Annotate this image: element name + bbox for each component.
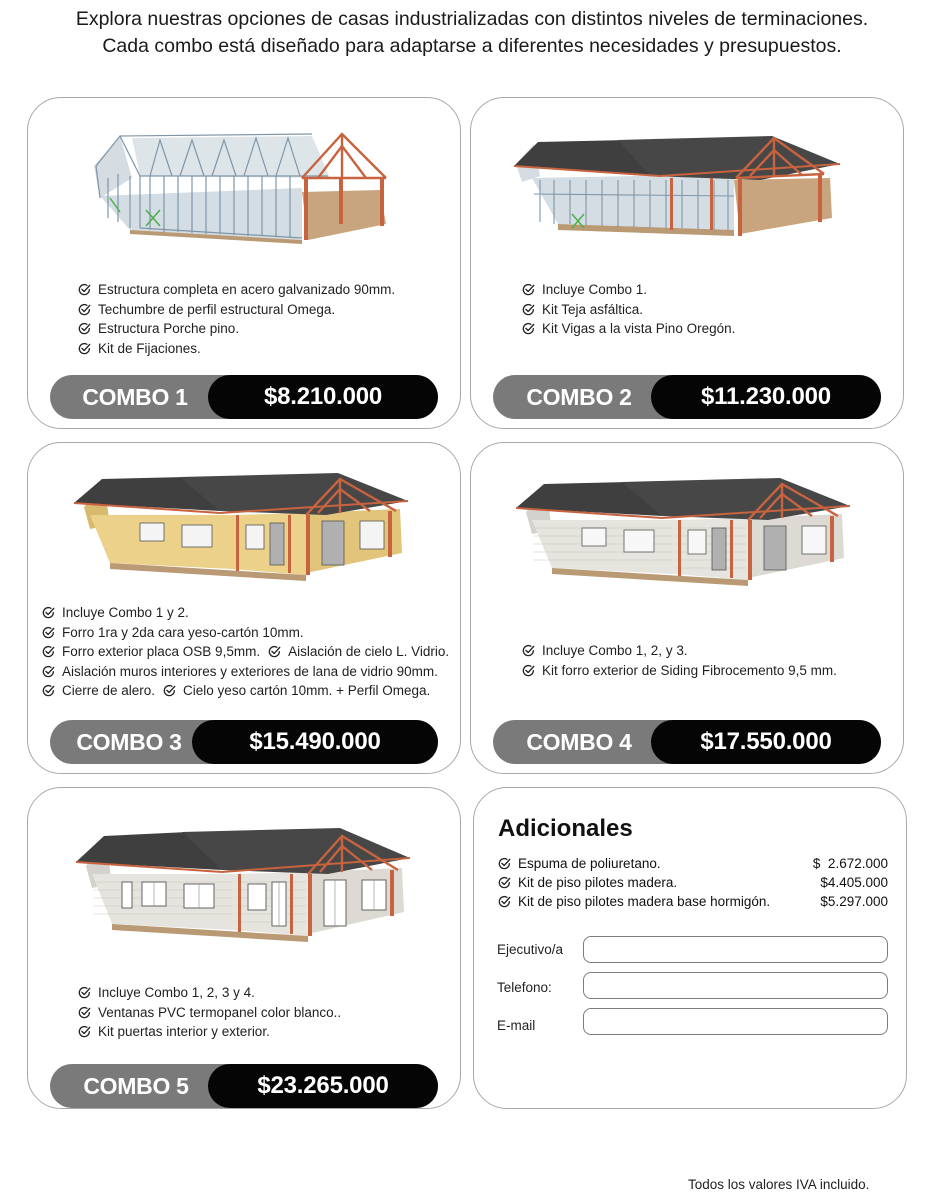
combo-2-house-image	[510, 120, 860, 260]
executive-label: Ejecutivo/a	[497, 942, 564, 957]
adicional-name: Kit de piso pilotes madera.	[518, 875, 678, 890]
combo-5-price: $23.265.000	[208, 1064, 438, 1108]
phone-label: Telefono:	[497, 980, 552, 995]
feature-item: Techumbre de perfil estructural Omega.	[78, 300, 395, 320]
adicional-item	[498, 892, 888, 911]
combo-3-label: COMBO 3	[76, 729, 182, 755]
combo-5-label: COMBO 5	[83, 1073, 189, 1099]
combo-5-price-bar	[50, 1064, 438, 1108]
feature-item: Kit Vigas a la vista Pino Oregón.	[522, 319, 735, 339]
combo-4-price-bar	[493, 720, 881, 764]
adicionales-list	[498, 854, 888, 911]
adicional-name: Espuma de poliuretano.	[518, 856, 661, 871]
phone-field[interactable]	[583, 972, 888, 999]
check-circle-icon	[42, 665, 55, 678]
check-circle-icon	[522, 303, 535, 316]
combo-4-house-image	[512, 470, 862, 590]
intro-text	[0, 6, 944, 60]
check-circle-icon	[78, 283, 91, 296]
check-circle-icon	[268, 645, 281, 658]
combo-1-features	[78, 280, 395, 358]
adicional-price: $4.405.000	[820, 875, 888, 890]
combo-1-label: COMBO 1	[82, 384, 188, 410]
adicional-price: $5.297.000	[820, 894, 888, 909]
check-circle-icon	[42, 684, 55, 697]
combo-1-house-image	[80, 118, 430, 268]
combo-5-house-image	[72, 820, 422, 945]
check-circle-icon	[78, 322, 91, 335]
feature-item: Incluye Combo 1, 2, y 3.	[522, 641, 837, 661]
feature-item: Forro exterior placa OSB 9,5mm. Aislación de cielo L. Vidrio.	[42, 642, 449, 662]
combo-2-price-bar	[493, 375, 881, 419]
combo-4-price: $17.550.000	[651, 720, 881, 764]
combo-4-label: COMBO 4	[526, 729, 632, 755]
feature-subitem: Cielo yeso cartón 10mm. + Perfil Omega.	[163, 681, 430, 701]
feature-item: Cierre de alero. Cielo yeso cartón 10mm. + Perfil Omega.	[42, 681, 449, 701]
feature-item: Kit de Fijaciones.	[78, 339, 395, 359]
combo-2-label: COMBO 2	[526, 384, 632, 410]
executive-field[interactable]	[583, 936, 888, 963]
feature-subitem: Aislación de cielo L. Vidrio.	[268, 642, 449, 662]
adicional-name: Kit de piso pilotes madera base hormigón.	[518, 894, 771, 909]
combo-3-features	[42, 603, 449, 701]
email-label: E-mail	[497, 1018, 536, 1033]
check-circle-icon	[78, 303, 91, 316]
check-circle-icon	[78, 1025, 91, 1038]
combo-2-features	[522, 280, 735, 339]
feature-item: Estructura completa en acero galvanizado 90mm.	[78, 280, 395, 300]
feature-item: Estructura Porche pino.	[78, 319, 395, 339]
check-circle-icon	[522, 664, 535, 677]
combo-2-price: $11.230.000	[651, 375, 881, 419]
feature-item: Aislación muros interiores y exteriores de lana de vidrio 90mm.	[42, 662, 449, 682]
feature-item: Kit puertas interior y exterior.	[78, 1022, 341, 1042]
intro-line-1: Explora nuestras opciones de casas industrializadas con distintos niveles de terminaciones.	[75, 8, 869, 30]
feature-item: Incluye Combo 1.	[522, 280, 735, 300]
check-circle-icon	[78, 986, 91, 999]
feature-item: Kit forro exterior de Siding Fibrocemento 9,5 mm.	[522, 661, 837, 681]
feature-item: Incluye Combo 1 y 2.	[42, 603, 449, 623]
check-circle-icon	[522, 283, 535, 296]
feature-item: Incluye Combo 1, 2, 3 y 4.	[78, 983, 341, 1003]
email-field[interactable]	[583, 1008, 888, 1035]
combo-4-features	[522, 641, 837, 680]
feature-item: Kit Teja asfáltica.	[522, 300, 735, 320]
check-circle-icon	[42, 626, 55, 639]
feature-item: Ventanas PVC termopanel color blanco..	[78, 1003, 341, 1023]
combo-3-price-bar	[50, 720, 438, 764]
check-circle-icon	[78, 342, 91, 355]
check-circle-icon	[498, 895, 511, 908]
combo-3-house-image	[70, 465, 420, 590]
combo-3-price: $15.490.000	[192, 720, 438, 764]
adicional-item	[498, 854, 888, 873]
check-circle-icon	[78, 1006, 91, 1019]
adicionales-title: Adicionales	[498, 815, 633, 842]
feature-item: Forro 1ra y 2da cara yeso-cartón 10mm.	[42, 623, 449, 643]
check-circle-icon	[498, 876, 511, 889]
check-circle-icon	[42, 606, 55, 619]
adicional-item	[498, 873, 888, 892]
combo-1-price-bar	[50, 375, 438, 419]
combo-5-features	[78, 983, 341, 1042]
footer-note: Todos los valores IVA incluido.	[688, 1177, 870, 1192]
adicional-price: $ 2.672.000	[812, 856, 888, 871]
combo-1-price: $8.210.000	[208, 375, 438, 419]
check-circle-icon	[42, 645, 55, 658]
intro-line-2: Cada combo está diseñado para adaptarse a diferentes necesidades y presupuestos.	[102, 35, 842, 57]
check-circle-icon	[522, 644, 535, 657]
check-circle-icon	[522, 322, 535, 335]
check-circle-icon	[163, 684, 176, 697]
check-circle-icon	[498, 857, 511, 870]
